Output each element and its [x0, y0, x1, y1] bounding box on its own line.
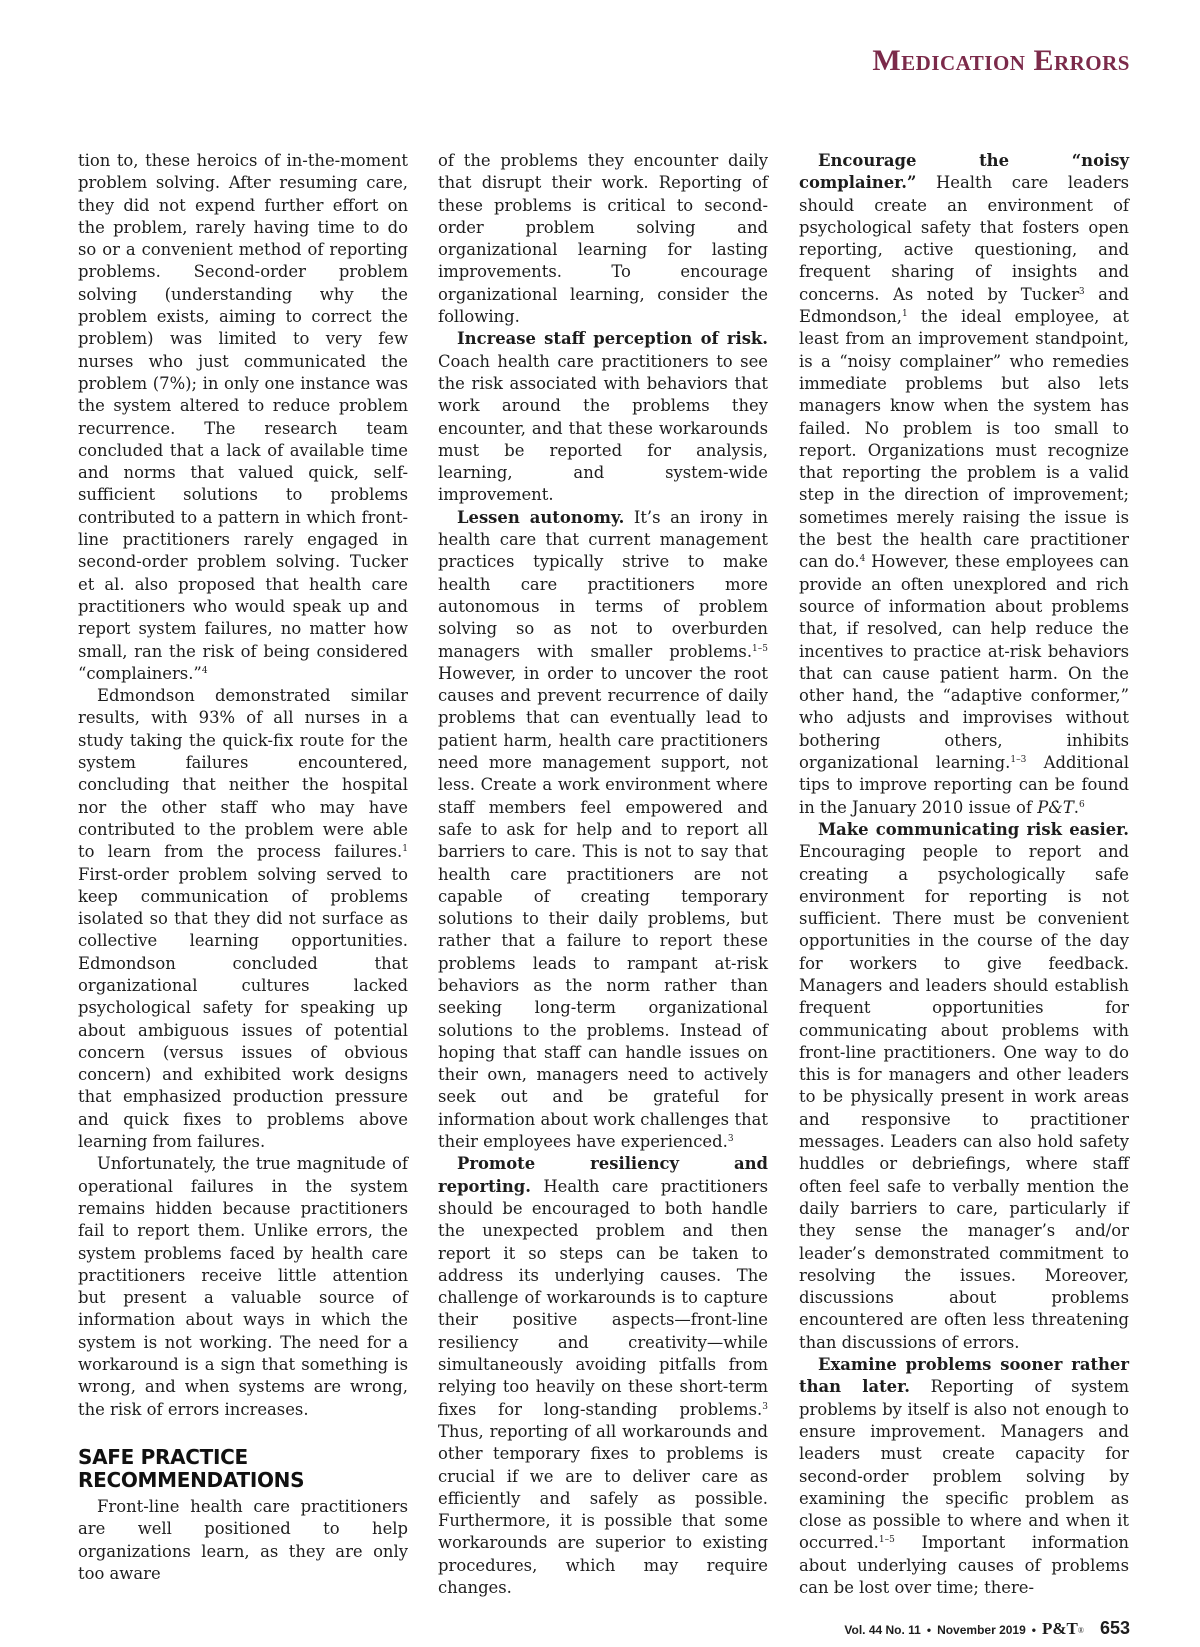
reference-superscript: 3 — [762, 1401, 768, 1412]
paragraph-text: Health care practitioners should be encouraged to both handle the unexpected problem and then report it so steps can be taken to address its underlying causes. The challenge of workarounds is to capture their positive aspects—front-line resiliency and creativity—while simultaneously avoiding pitfalls from relying too heavily on these short-term fixes for long-standing problems. — [438, 1176, 768, 1419]
footer-bullet: • — [1031, 1623, 1036, 1637]
column-3 — [799, 150, 1129, 1599]
reference-superscript: 1 — [402, 844, 408, 855]
paragraph-lead: Promote resiliency and reporting. — [438, 1154, 768, 1196]
journal-name: P&T — [1037, 797, 1074, 817]
paragraph-text: the ideal employee, at least from an improvement standpoint, is a “noisy complainer” who remedies immediate problems but also lets managers know when the system has failed. No problem is too small to report. Organizations must recognize that reporting the problem is a valid step in the direction of improvement; sometimes merely raising the issue is the best the health care practitioner can do. — [799, 307, 1129, 572]
paragraph-lead: Increase staff perception of risk. — [457, 329, 768, 349]
paragraph — [799, 819, 1129, 1354]
page-footer — [844, 1618, 1130, 1639]
registered-mark: ® — [1077, 1626, 1084, 1635]
paragraph — [78, 685, 408, 1153]
paragraph-text: Unfortunately, the true magnitude of operational failures in the system remains hidden because practitioners fail to report them. Unlike errors, the system problems faced by health care practitioners receive little attention but present a valuable source of information about ways in which the system is not working. The need for a workaround is a sign that something is wrong, and when systems are wrong, the risk of errors increases. — [78, 1154, 408, 1419]
footer-bullet: • — [926, 1623, 932, 1637]
paragraph-text: First-order problem solving served to keep communication of problems isolated so that they did not surface as collective learning opportunities. Edmondson concluded that organizational cultures lacked psychological safety for speaking up about ambiguous issues of potential concern (versus issues of obvious concern) and exhibited work designs that emphasized production pressure and quick fixes to problems above learning from failures. — [78, 864, 408, 1152]
paragraph-text: Important information about underlying causes of problems can be lost over time; there- — [799, 1533, 1129, 1597]
page-number: 653 — [1099, 1618, 1130, 1638]
paragraph — [78, 1496, 408, 1585]
paragraph-lead: Encourage the “noisy complainer.” — [799, 151, 1129, 193]
paragraph — [438, 150, 768, 328]
section-title: Medication Errors — [872, 44, 1130, 77]
paragraph-text: Edmondson demonstrated similar results, with 93% of all nurses in a study taking the quick-fix route for the system failures encountered, concluding that neither the hospital nor the other staff who may have contributed to the problem were able to learn from the process failures. — [78, 686, 408, 862]
paragraph-text: Additional tips to improve reporting can be found in the January 2010 issue of — [799, 753, 1129, 817]
footer-journal-name: P&T — [1041, 1619, 1078, 1638]
reference-superscript: 1 — [901, 309, 908, 320]
footer-journal — [1042, 1619, 1084, 1639]
paragraph-text: tion to, these heroics of in-the-moment problem solving. After resuming care, they did not expend further effort on the problem, rarely having time to do so or a convenient method of reporting problems. Second-order problem solving (understanding why the problem exists, aiming to correct the problem) was limited to very few nurses who just communicated the problem (7%); in only one instance was the system altered to reduce problem recurrence. The research team concluded that a lack of available time and norms that valued quick, self-sufficient solutions to problems contributed to a pattern in which front-line practitioners rarely engaged in second-order problem solving. Tucker et al. also proposed that health care practitioners who would speak up and report system failures, no matter how small, ran the risk of being considered “complainers.” — [78, 151, 408, 683]
paragraph — [438, 328, 768, 506]
paragraph — [438, 507, 768, 1154]
footer-volume: Vol. 44 No. 11 — [844, 1623, 921, 1637]
paragraph-text: However, these employees can provide an often unexplored and rich source of information about problems that, if resolved, can help reduce the incentives to practice at-risk behaviors that can cause patient harm. On the other hand, the “adaptive conformer,” who adjusts and improvises without bothering others, inhibits organizational learning. — [799, 552, 1129, 773]
paragraph — [78, 150, 408, 685]
paragraph-text: It’s an irony in health care that current management practices typically strive to make health care practitioners more autonomous in terms of problem solving so as not to overburden managers with smaller problems. — [438, 507, 768, 661]
paragraph — [799, 150, 1129, 819]
paragraph-text: Coach health care practitioners to see the risk associated with behaviors that work around the problems they encounter, and that these workarounds must be reported for analysis, learning, and system-wide improvement. — [438, 351, 768, 505]
paragraph-text: and Edmondson, — [799, 284, 1129, 327]
column-1 — [78, 150, 408, 1585]
paragraph-lead: Lessen autonomy. — [457, 507, 625, 527]
footer-date: November 2019 — [937, 1623, 1026, 1637]
paragraph-text: . — [1073, 797, 1079, 817]
reference-superscript: 6 — [1078, 799, 1085, 810]
reference-superscript: 4 — [859, 554, 866, 565]
section-heading: SAFE PRACTICE RECOMMENDATIONS — [78, 1444, 305, 1492]
reference-superscript: 3 — [727, 1134, 734, 1145]
paragraph-text: Reporting of system problems by itself is also not enough to ensure improvement. Managers and leaders must create capacity for second-order problem solving by examining the specific problem as close as possible to where and when it occurred. — [799, 1377, 1130, 1553]
paragraph-text: of the problems they encounter daily that disrupt their work. Reporting of these problems is critical to second-order problem solving and organizational learning for lasting improvements. To encourage organizational learning, consider the following. — [438, 151, 768, 327]
paragraph-text: Health care leaders should create an environment of psychological safety that fosters open reporting, active questioning, and frequent sharing of insights and concerns. As noted by Tucker — [799, 173, 1129, 304]
paragraph — [438, 1153, 768, 1599]
reference-superscript: 1–5 — [878, 1535, 895, 1546]
paragraph — [78, 1153, 408, 1421]
reference-superscript: 4 — [201, 665, 208, 676]
paragraph-text: Thus, reporting of all workarounds and other temporary fixes to problems is crucial if we are to deliver care as efficiently and safely as possible. Furthermore, it is possible that some workarounds are superior to existing procedures, which may require changes. — [438, 1421, 768, 1597]
reference-superscript: 3 — [1078, 286, 1085, 297]
reference-superscript: 1–3 — [1010, 755, 1027, 766]
column-2 — [438, 150, 768, 1599]
reference-superscript: 1–5 — [752, 643, 768, 654]
paragraph-lead: Examine problems sooner rather than later. — [799, 1355, 1129, 1397]
paragraph-text: However, in order to uncover the root causes and prevent recurrence of daily problems that can eventually lead to patient harm, health care practitioners need more management support, not less. Create a work environment where staff members feel empowered and safe to ask for help and to report all barriers to care. This is not to say that health care practitioners are not capable of creating temporary solutions to their daily problems, but rather that a failure to report these problems leads to rampant at-risk behaviors as the norm rather than seeking long-term organizational solutions to the problems. Instead of hoping that staff can handle issues on their own, managers need to actively seek out and be grateful for information about work challenges that their employees have experienced. — [438, 663, 768, 1152]
paragraph-text: Front-line health care practitioners are well positioned to help organizations learn, as they are only too aware — [78, 1496, 408, 1583]
paragraph-text: Encouraging people to report and creating a psychologically safe environment for reporting is not sufficient. There must be convenient opportunities in the course of the day for workers to give feedback. Managers and leaders should establish frequent opportunities for communicating about problems with front-line practitioners. One way to do this is for managers and other leaders to be physically present in work areas and responsive to practitioner messages. Leaders can also hold safety huddles or debriefings, where staff often feel safe to verbally mention the daily barriers to care, particularly if they sense the manager’s and/or leader’s demonstrated commitment to resolving the issues. Moreover, discussions about problems encountered are often less threatening than discussions of errors. — [799, 842, 1129, 1352]
paragraph — [799, 1354, 1129, 1599]
paragraph-lead: Make communicating risk easier. — [818, 819, 1129, 839]
